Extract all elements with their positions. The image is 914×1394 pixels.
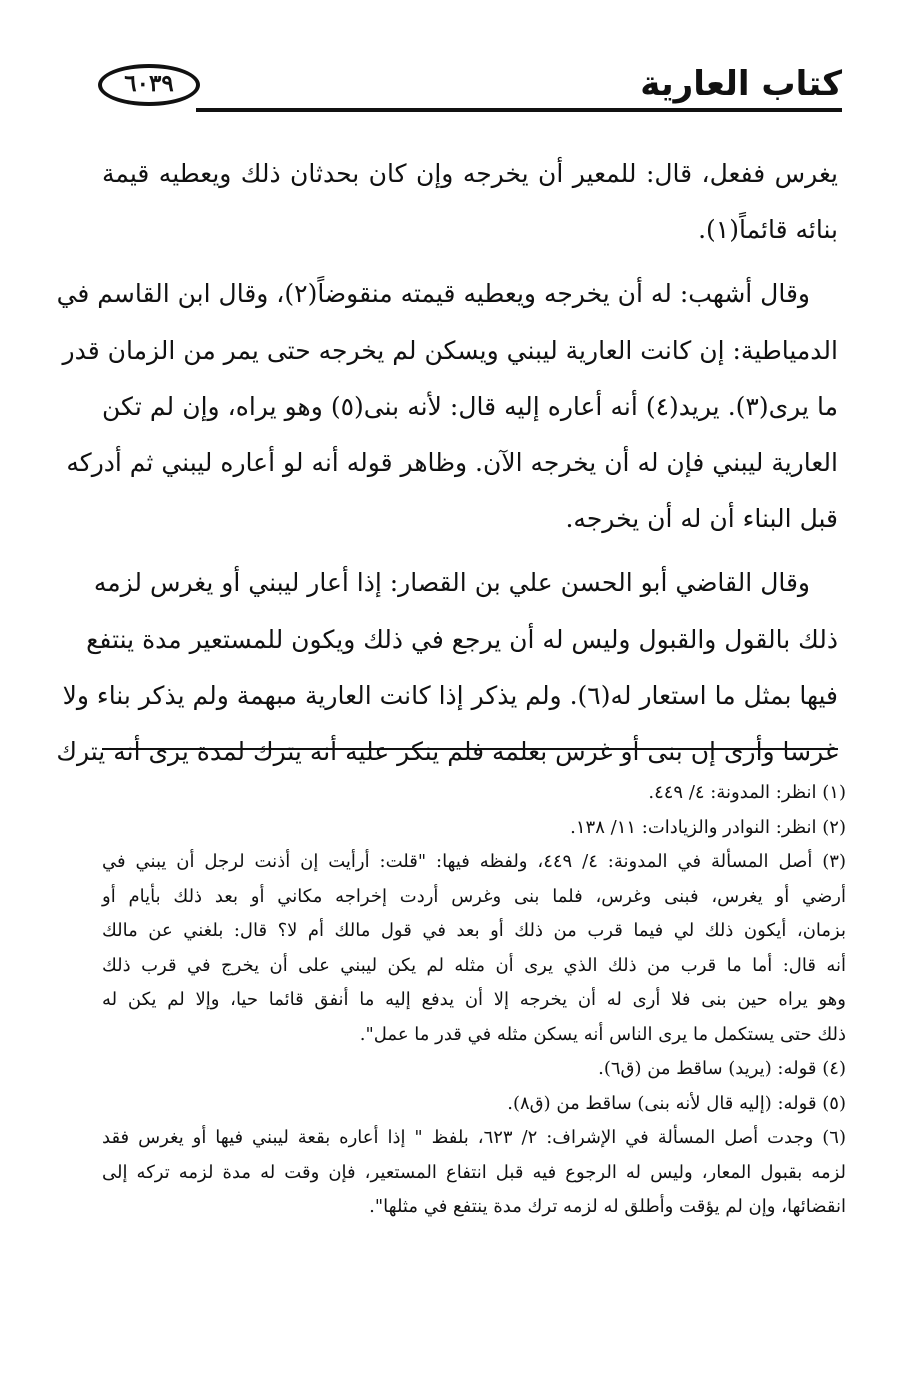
text-line: العارية ليبني فإن له أن يخرجه الآن. وظاهر قوله أنه لو أعاره ليبني ثم أدركه <box>66 447 838 477</box>
footnote-line: انقضائها، وإن لم يؤقت وأطلق له لزمه ترك مدة ينتفع في مثلها". <box>369 1196 846 1217</box>
footnote-line: (٣) أصل المسألة في المدونة: ٤/ ٤٤٩، ولفظه فيها: "قلت: أرأيت إن أذنت لرجل أن يبني في <box>102 851 846 872</box>
text-line: بنائه قائماً(١). <box>698 215 838 245</box>
footnote-line: ذلك حتى يستكمل ما يرى الناس أنه يسكن مثله في قدر ما عمل". <box>359 1023 846 1045</box>
text-line: وقال القاضي أبو الحسن علي بن القصار: إذا أعار ليبني أو يغرس لزمه <box>93 568 810 598</box>
footnotes <box>102 776 846 1225</box>
footnote-line: أنه قال: أما ما قرب من ذلك الذي يرى أن مثله لم يكن ليبني على أن يخرج في قرب ذلك <box>102 954 846 976</box>
text-line: وقال أشهب: له أن يخرجه ويعطيه قيمته منقوضاً(٢)، وقال ابن القاسم في <box>56 279 810 309</box>
footnote-line: (٥) قوله: (إليه قال لأنه بنى) ساقط من (ق٨). <box>507 1092 846 1114</box>
text-line: غرسا وأرى إن بنى أو غرس بعلمه فلم ينكر عليه أنه يترك لمدة يرى أنه يترك <box>56 736 838 766</box>
text-line: فيها بمثل ما استعار له(٦). ولم يذكر إذا كانت العارية مبهمة ولم يذكر بناء ولا <box>62 680 838 710</box>
main-text <box>56 146 839 780</box>
footnote-separator <box>102 748 838 750</box>
footnote-line: (١) انظر: المدونة: ٤/ ٤٤٩. <box>648 782 846 803</box>
page-number-oval <box>98 64 200 106</box>
text-line: قبل البناء أن له أن يخرجه. <box>565 504 838 534</box>
text-line: ما يرى(٣). يريد(٤) أنه أعاره إليه قال: لأنه بنى(٥) وهو يراه، وإن لم تكن <box>102 391 839 421</box>
footnote-line: وهو يراه حين بنى فلا أرى له أن يخرجه إلا أن يدفع إليه ما أنفق قائما حيا، وإلا لم يكن له <box>102 989 846 1010</box>
footnote-line: (٤) قوله: (يريد) ساقط من (ق٦). <box>598 1058 846 1079</box>
footnote-line: بزمان، أيكون ذلك لي فيما قرب من ذلك أو بعد في قول مالك أم لا؟ قال: بلغني عن مالك <box>102 920 846 941</box>
text-line: الدمياطية: إن كانت العارية ليبني ويسكن لم يخرجه حتى يمر من الزمان قدر <box>62 335 838 365</box>
text-line: يغرس ففعل، قال: للمعير أن يخرجه وإن كان بحدثان ذلك ويعطيه قيمة <box>102 159 838 188</box>
footnote-line: أرضي أو يغرس، فبنى وغرس، فلما بنى وغرس أردت إخراجه مكاني أو بعد ذلك بأيام أو <box>102 885 846 907</box>
footnote-line: لزمه بقبول المعار، وليس له الرجوع فيه قبل انتفاع المستعير، فإن وقت له مدة لزمه تركه إلى <box>102 1161 846 1183</box>
footnote-line: (٦) وجدت أصل المسألة في الإشراف: ٢/ ٦٢٣، بلفظ " إذا أعاره بقعة ليبني فيها أو يغرس فقد <box>102 1127 846 1148</box>
page-header <box>92 62 842 122</box>
page-number: ٦٠٣٩ <box>124 70 174 97</box>
header-rule <box>196 108 842 112</box>
chapter-title: كتاب العارية <box>640 64 842 104</box>
text-line: ذلك بالقول والقبول وليس له أن يرجع في ذلك ويكون للمستعير مدة ينتفع <box>86 624 838 654</box>
footnote-line: (٢) انظر: النوادر والزيادات: ١١/ ١٣٨. <box>570 816 846 838</box>
